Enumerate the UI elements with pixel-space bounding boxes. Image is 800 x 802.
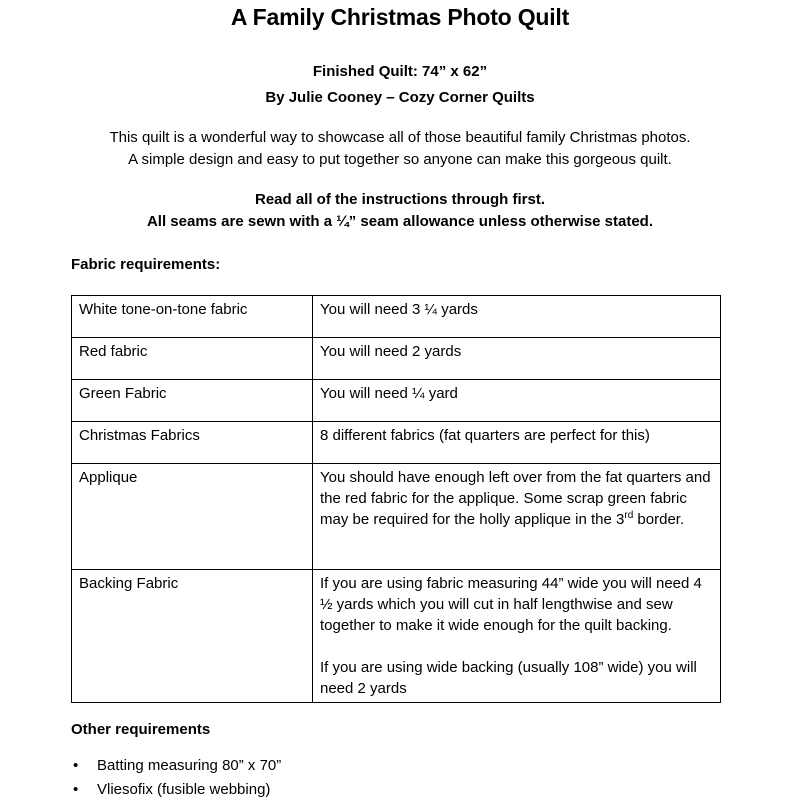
bullet-icon: • [73, 757, 79, 774]
backing-option-wide: If you are using wide backing (usually 108” wide) you will need 2 yards [320, 659, 697, 697]
other-requirements-list [71, 754, 281, 802]
amount-text: You should have enough left over from the fat quarters and the red fabric for the applique. Some scrap green fabric may be required for the holly applique in the 3 [320, 469, 711, 528]
fabric-item: White tone-on-tone fabric [72, 296, 313, 338]
table-row [72, 338, 721, 380]
fabric-amount: 8 different fabrics (fat quarters are perfect for this) [313, 422, 721, 464]
fabric-amount: You will need ¼ yard [313, 380, 721, 422]
list-item [71, 778, 281, 802]
amount-text-end: border. [633, 511, 685, 528]
table-row [72, 464, 721, 570]
fabric-amount: You will need 3 ¼ yards [313, 296, 721, 338]
finished-size: Finished Quilt: 74” x 62” [312, 63, 488, 80]
instructions-note-1: Read all of the instructions through first. [254, 191, 545, 208]
fabric-requirements-heading: Fabric requirements: [71, 256, 221, 273]
list-item [71, 754, 281, 778]
instructions-note-2: All seams are sewn with a ¼” seam allowance unless otherwise stated. [146, 213, 654, 230]
fabric-item: Applique [72, 464, 313, 570]
byline: By Julie Cooney – Cozy Corner Quilts [265, 89, 535, 106]
fabric-requirements-table [71, 295, 721, 703]
fabric-amount: You will need 2 yards [313, 338, 721, 380]
backing-option-standard: If you are using fabric measuring 44” wide you will need 4 ½ yards which you will cut in half lengthwise and sew together to make it wide enough for the quilt backing. [320, 575, 702, 634]
table-row [72, 380, 721, 422]
fabric-item: Christmas Fabrics [72, 422, 313, 464]
fabric-amount [313, 570, 721, 703]
intro-line-2: A simple design and easy to put together so anyone can make this gorgeous quilt. [128, 151, 672, 168]
fabric-item: Backing Fabric [72, 570, 313, 703]
document-title: A Family Christmas Photo Quilt [230, 4, 570, 30]
list-item-text: Batting measuring 80” x 70” [97, 757, 282, 774]
fabric-item: Red fabric [72, 338, 313, 380]
intro-line-1: This quilt is a wonderful way to showcase all of those beautiful family Christmas photos. [109, 129, 691, 146]
table-row [72, 422, 721, 464]
fabric-amount [313, 464, 721, 570]
fabric-item: Green Fabric [72, 380, 313, 422]
table-row [72, 570, 721, 703]
list-item-text: Vliesofix (fusible webbing) [97, 781, 271, 798]
bullet-icon: • [73, 781, 79, 798]
ordinal-suffix: rd [624, 510, 634, 521]
table-row [72, 296, 721, 338]
other-requirements-heading: Other requirements [71, 721, 211, 738]
